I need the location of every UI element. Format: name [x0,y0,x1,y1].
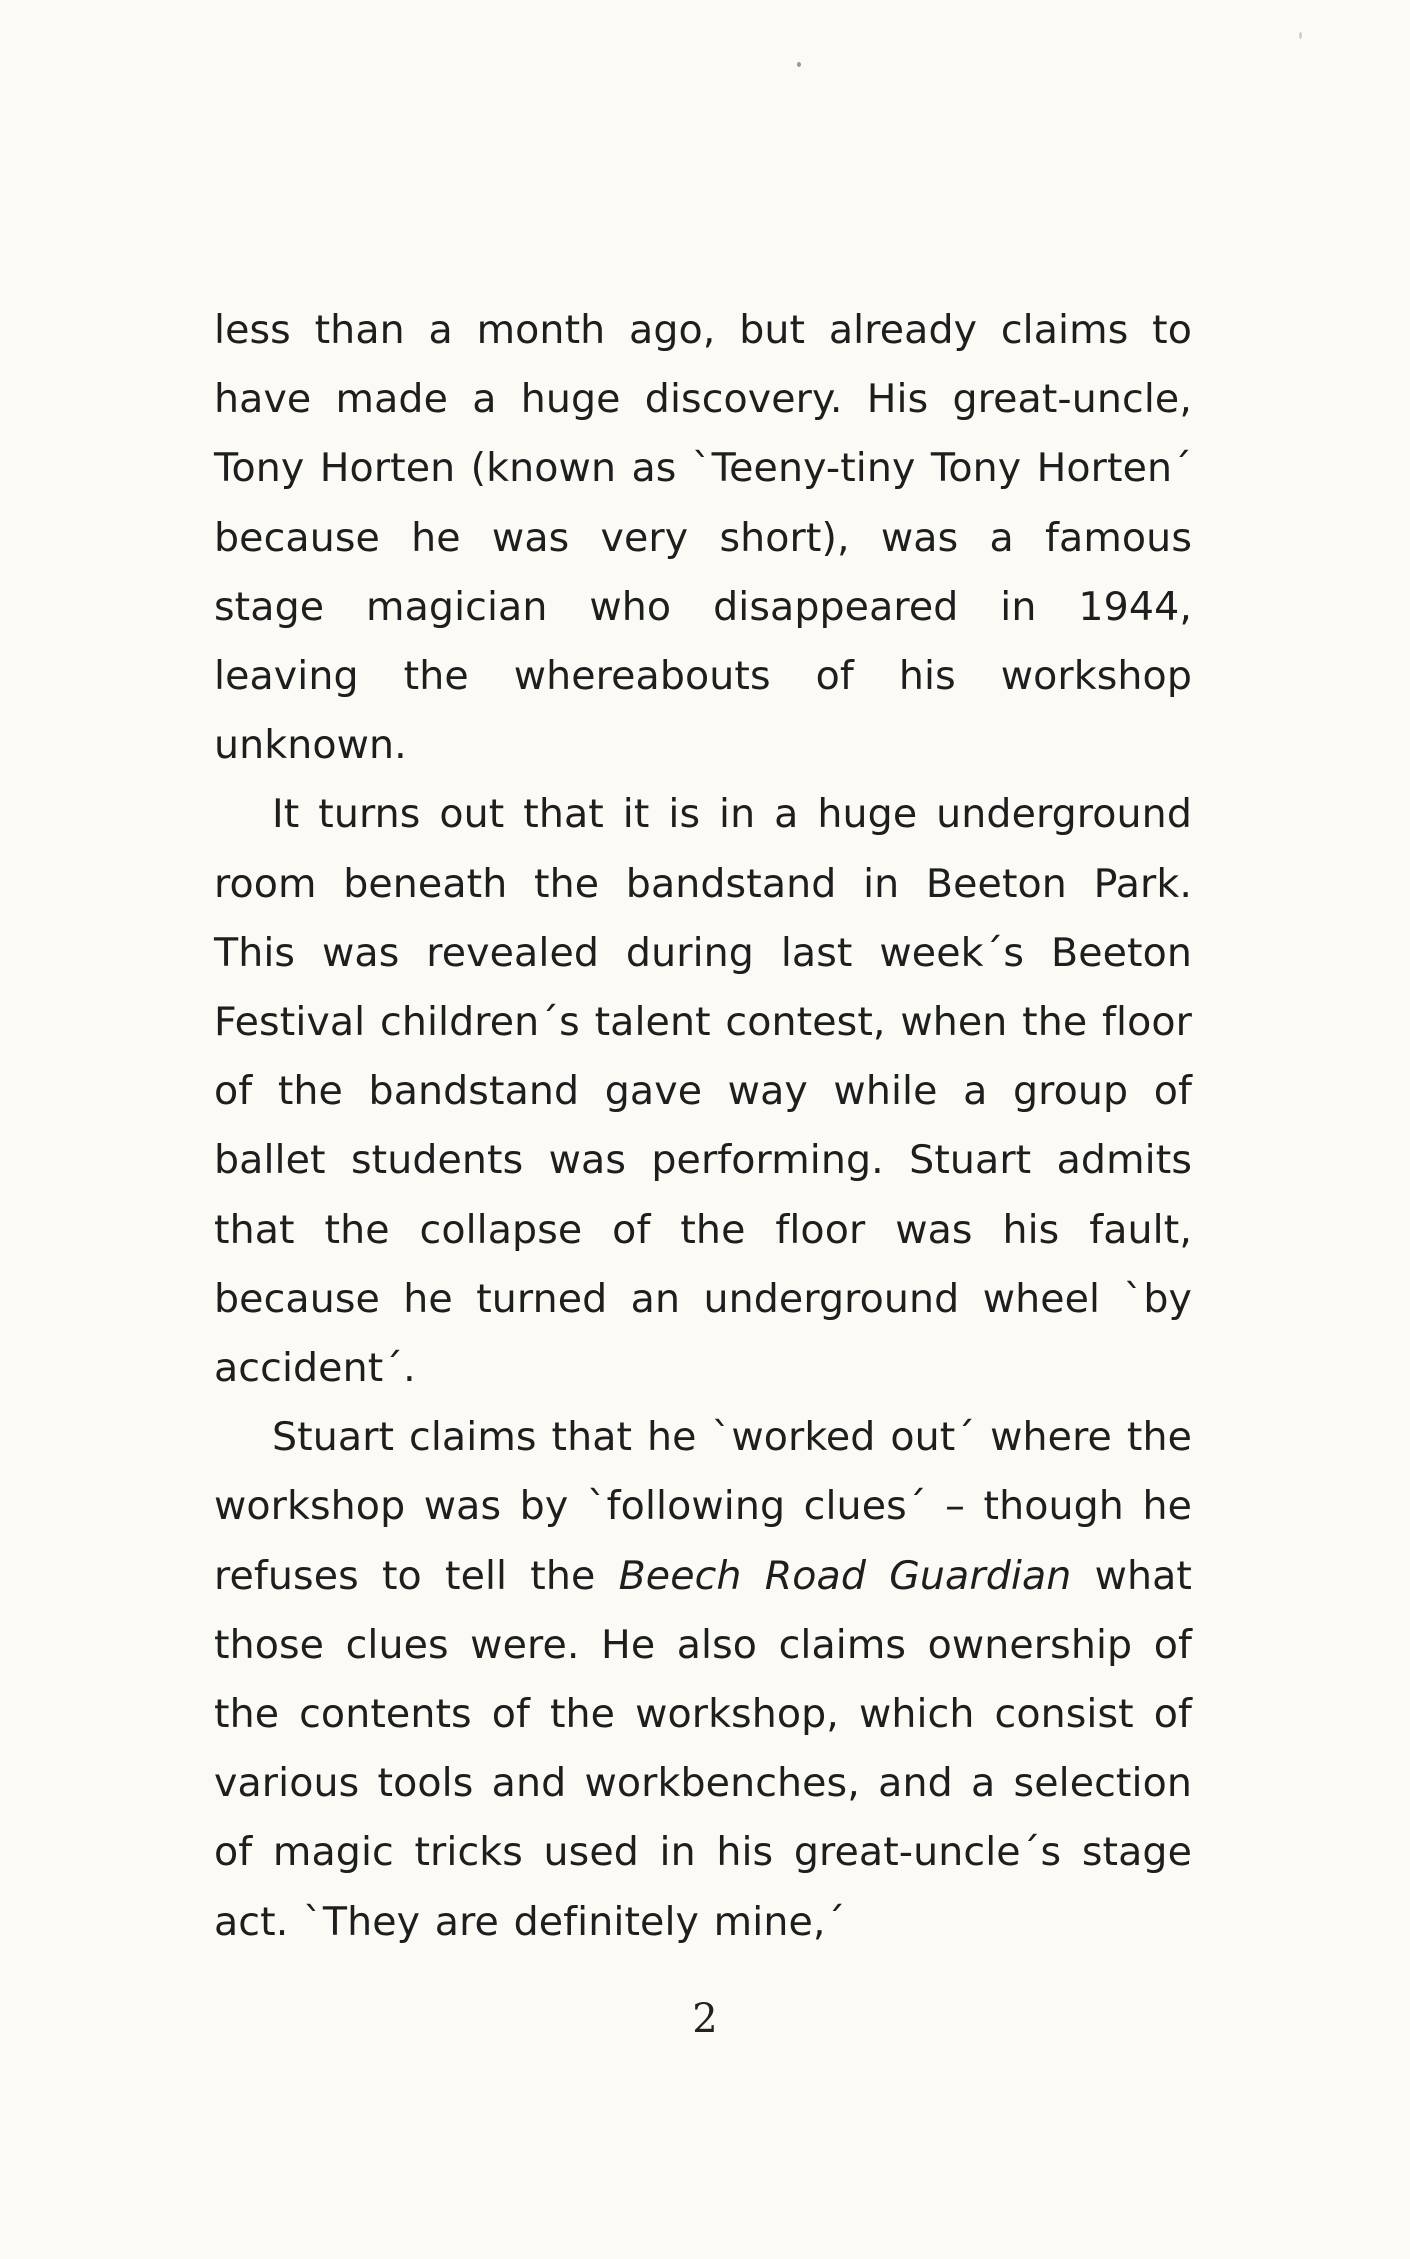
body-text [214,296,1192,1957]
scan-dust-mark [1299,32,1302,39]
scan-dust-mark [797,62,801,67]
paragraph-3-after-emphasis: what those clues were. He also claims ownership of the contents of the workshop, which consist of various tools and workbenches, and a selection of magic tricks used in his great-uncle´s stage act. `They are definitely mine,´ [214,1552,1193,1945]
paragraph-3-before-emphasis: Stuart claims that he `worked out´ where the workshop was by `following clues´ – though he refuses to tell the [214,1414,1192,1599]
page-number: 2 [692,1996,718,2042]
paragraph-3 [214,1403,1192,1957]
paragraph-1: less than a month ago, but already claims to have made a huge discovery. His great-uncle, Tony Horten (known as `Teeny-tiny Tony Horten´ because he was very short), was a famous stage magician who disappeared in 1944, leaving the whereabouts of his workshop unknown. [214,307,1192,769]
paragraph-2: It turns out that it is in a huge underground room beneath the bandstand in Beeton Park. This was revealed during last week´s Beeton Festival children´s talent contest, when the floor of the bandstand gave way while a group of ballet students was performing. Stuart admits that the collapse of the floor was his fault, because he turned an underground wheel `by accident´. [214,791,1192,1392]
newspaper-name: Beech Road Guardian [618,1552,1072,1599]
